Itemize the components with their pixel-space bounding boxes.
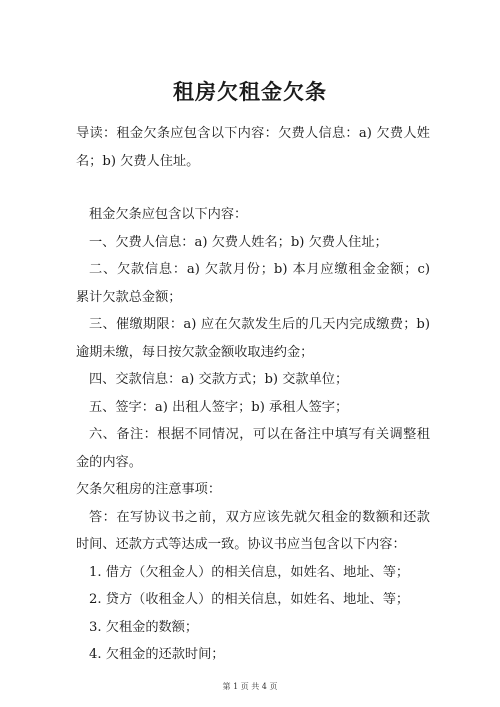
section-intro: 租金欠条应包含以下内容：	[89, 207, 248, 222]
list-item-4: 4. 欠租金的还款时间；	[89, 647, 225, 662]
list-item-3: 3. 欠租金的数额；	[89, 619, 199, 635]
notes-heading: 欠条欠租房的注意事项：	[76, 482, 222, 497]
document-body	[76, 120, 430, 669]
intro-paragraph: 导读：租金欠条应包含以下内容：欠费人信息：a) 欠费人姓名；b) 欠费人住址。	[76, 126, 430, 169]
spacer	[76, 175, 430, 201]
answer-paragraph: 答：在写协议书之前，双方应该先就欠租金的数额和还款时间、还款方式等达成一致。协议书应当包含以下内容：	[76, 509, 430, 552]
list-item-2: 2. 贷方（收租金人）的相关信息，如姓名、地址、等；	[89, 592, 410, 607]
content-item-4: 四、交款信息：a) 交款方式；b) 交款单位；	[89, 372, 349, 387]
content-item-2: 二、欠款信息：a) 欠款月份；b) 本月应缴租金金额；c) 累计欠款总金额；	[76, 262, 430, 305]
content-item-6: 六、备注：根据不同情况，可以在备注中填写有关调整租金的内容。	[76, 427, 430, 470]
content-item-5: 五、签字：a) 出租人签字；b) 承租人签字；	[89, 399, 349, 415]
content-item-1: 一、欠费人信息：a) 欠费人姓名；b) 欠费人住址；	[89, 234, 388, 250]
list-item-1: 1. 借方（欠租金人）的相关信息，如姓名、地址、等；	[89, 564, 410, 580]
page-number-footer: 第 1 页 共 4 页	[222, 682, 278, 691]
content-item-3: 三、催缴期限：a) 应在欠款发生后的几天内完成缴费；b) 逾期未缴，每日按欠款金额收取违约金；	[76, 317, 430, 360]
document-title: 租房欠租金欠条	[173, 79, 327, 104]
